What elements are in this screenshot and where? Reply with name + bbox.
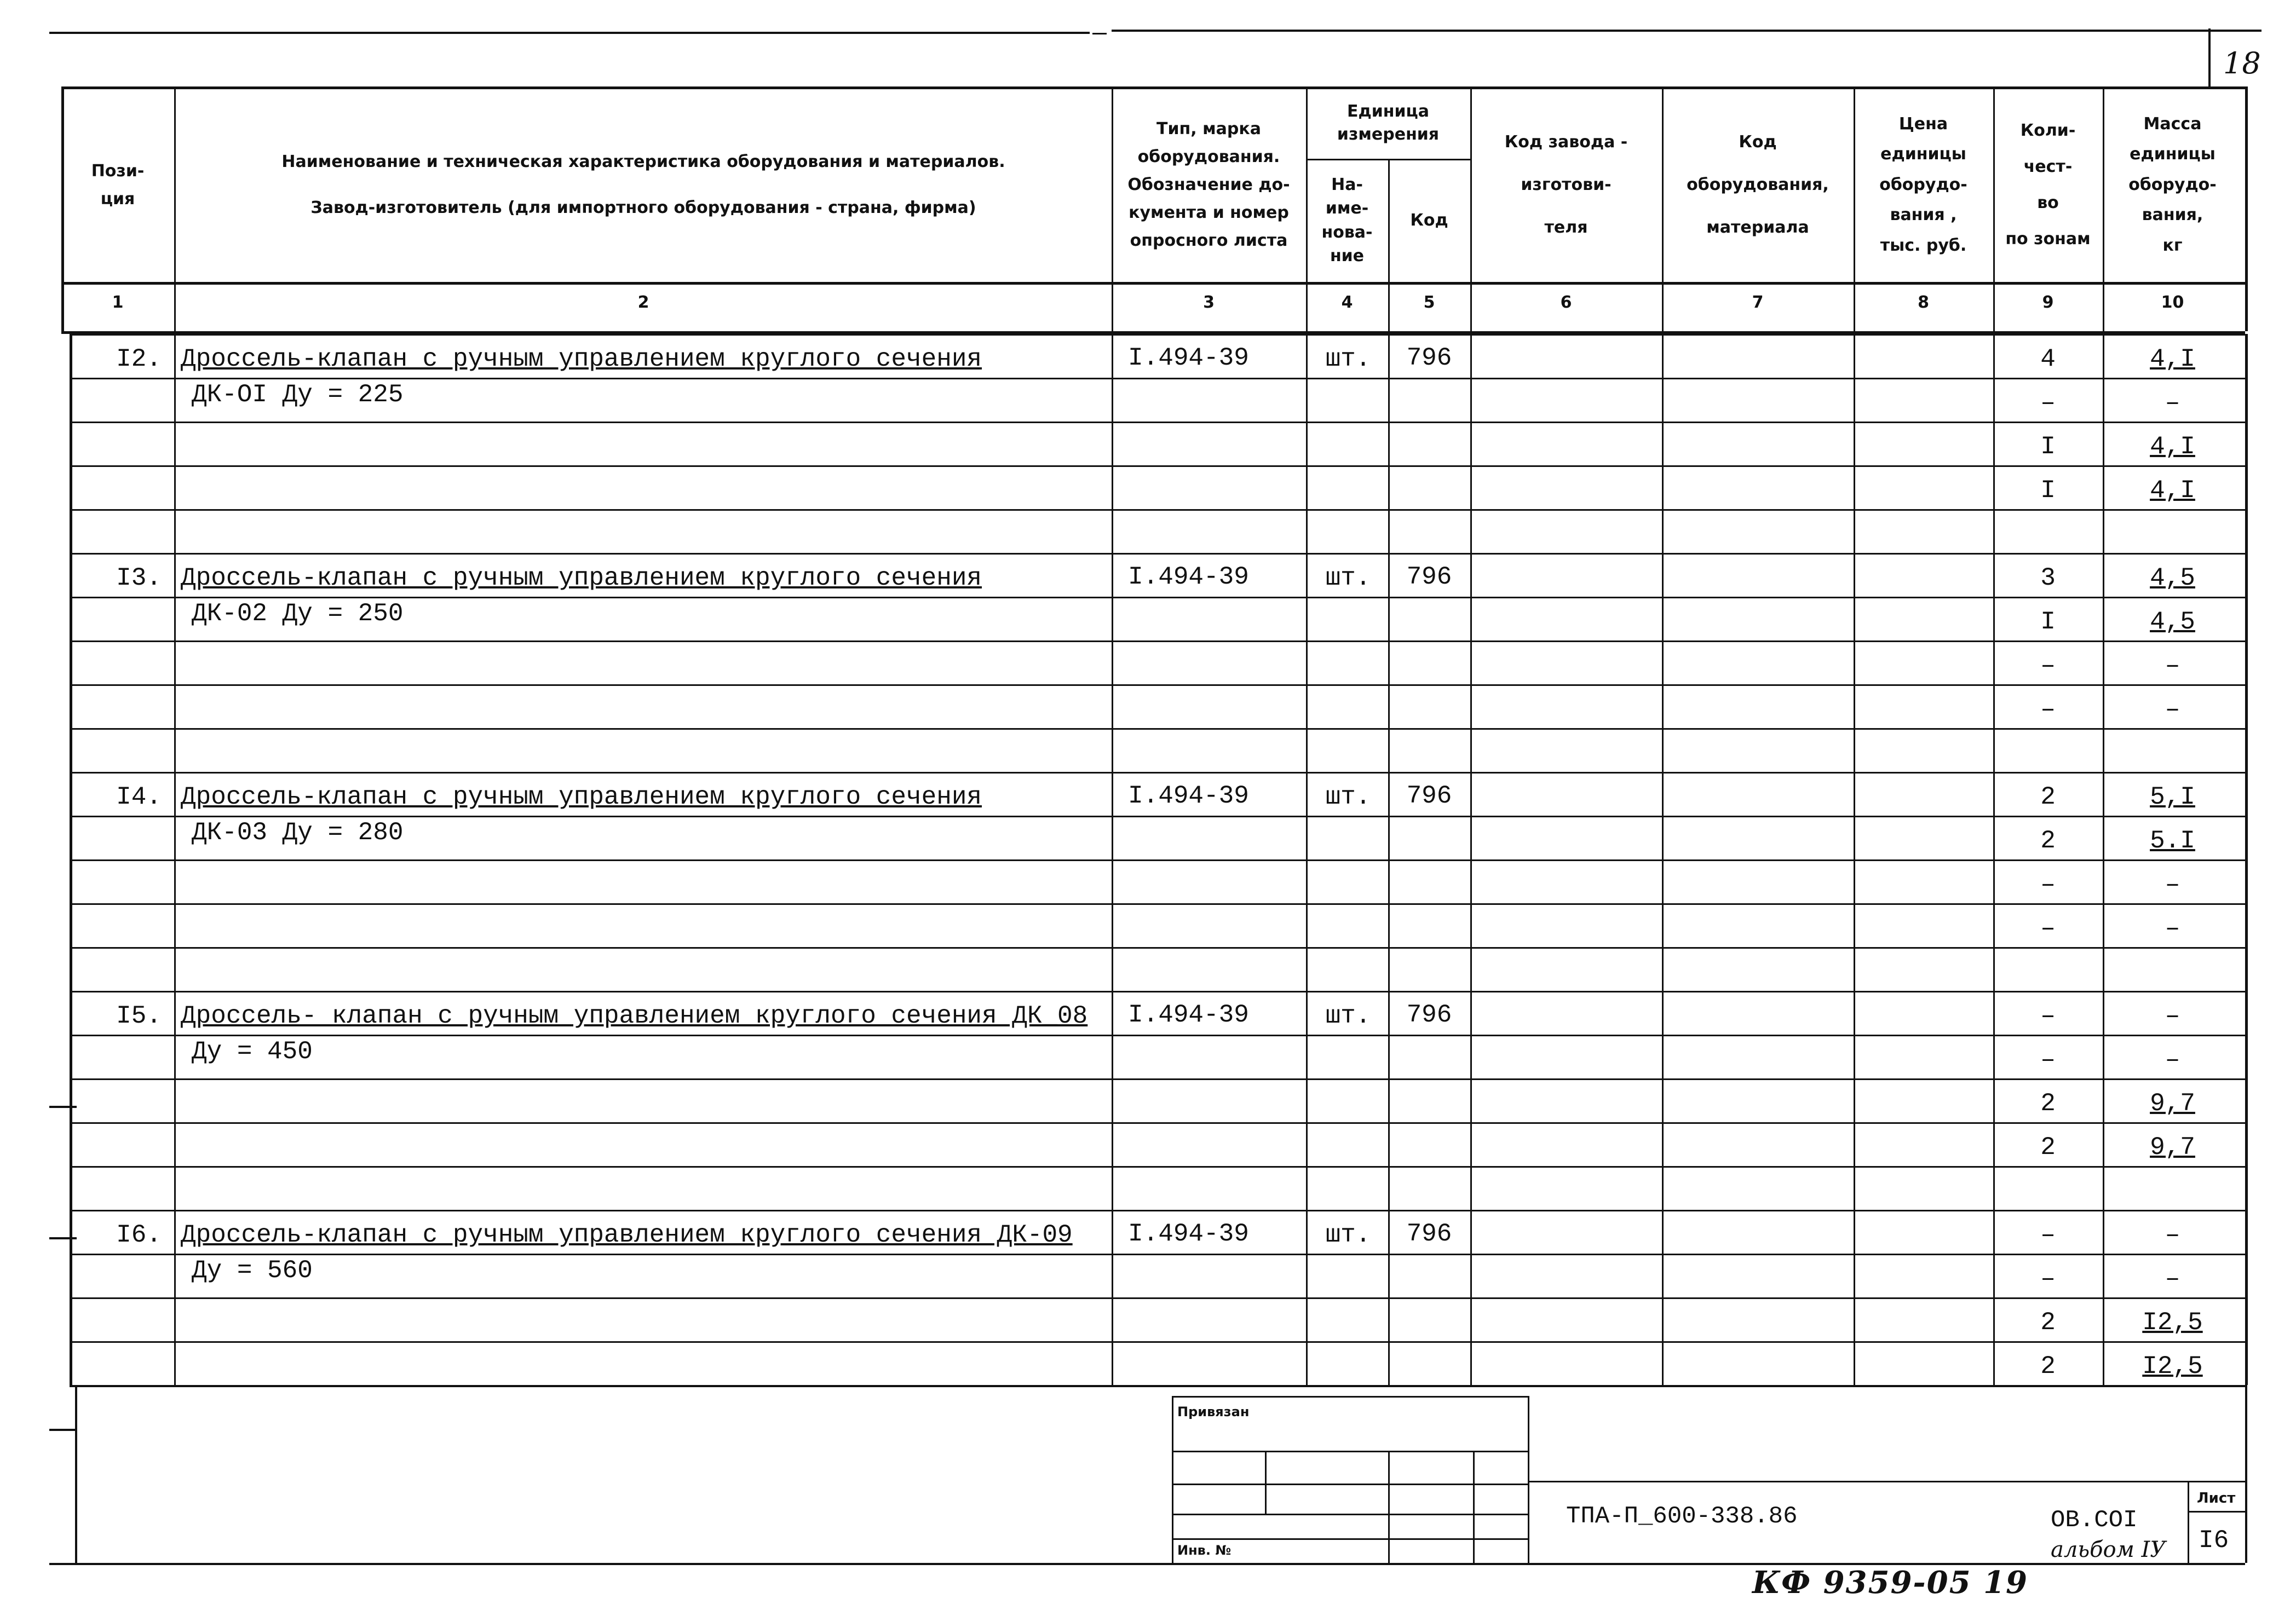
grid-line-v xyxy=(1388,1451,1390,1563)
column-number: 5 xyxy=(1423,293,1435,312)
quantity-cell: I xyxy=(2040,608,2056,636)
grid-line-v xyxy=(174,86,176,331)
unit-name-cell: шт. xyxy=(1325,345,1371,373)
handwritten-page-number: 18 xyxy=(2223,46,2261,80)
grid-line-h xyxy=(70,859,2245,861)
quantity-cell: 2 xyxy=(2040,1089,2056,1118)
grid-line-v xyxy=(1112,334,1113,1385)
grid-line-v xyxy=(61,86,64,331)
item-name-line1: Дроссель-клапан с ручным управлением круглого сечения xyxy=(181,783,982,811)
grid-line-h xyxy=(70,816,2245,817)
grid-line-v xyxy=(1388,334,1390,1385)
frame-left xyxy=(75,1385,77,1563)
mass-cell: 5,I xyxy=(2150,783,2195,811)
mass-cell: – xyxy=(2165,1265,2180,1293)
grid-line-h xyxy=(70,1385,2245,1387)
column-number: 9 xyxy=(2042,293,2054,312)
grid-line-h xyxy=(70,509,2245,511)
header-quantity: Коли- чест- во по зонам xyxy=(2005,120,2091,249)
grid-line-v xyxy=(174,334,176,1385)
grid-line-v xyxy=(1306,86,1308,331)
quantity-cell: – xyxy=(2040,1265,2056,1293)
grid-line-h xyxy=(70,991,2245,992)
grid-line-v xyxy=(1528,1396,1529,1563)
sheet-number: I6 xyxy=(2199,1526,2229,1555)
mass-cell: 9,7 xyxy=(2150,1089,2195,1118)
grid-line-v xyxy=(1306,334,1308,1385)
grid-line-v xyxy=(1662,334,1664,1385)
grid-line-h xyxy=(70,1341,2245,1343)
mass-cell: – xyxy=(2165,651,2180,680)
document-cell: I.494-39 xyxy=(1128,1001,1249,1029)
unit-code-cell: 796 xyxy=(1406,1220,1452,1248)
grid-line-v xyxy=(1470,86,1472,331)
grid-line-h xyxy=(70,947,2245,949)
quantity-cell: – xyxy=(2040,1002,2056,1030)
grid-line-h xyxy=(70,1078,2245,1080)
item-name-line2: Ду = 450 xyxy=(192,1037,313,1066)
grid-line-h xyxy=(70,640,2245,642)
grid-line-h xyxy=(70,334,2245,336)
position-cell: I2. xyxy=(116,345,162,373)
unit-name-cell: шт. xyxy=(1325,783,1371,811)
mass-cell: – xyxy=(2165,1221,2180,1249)
page-box-left xyxy=(2208,28,2211,89)
mass-cell: 4,5 xyxy=(2150,608,2195,636)
grid-line-h xyxy=(70,1254,2245,1255)
header-mass: Масса единицы оборудо- вания, кг xyxy=(2128,114,2217,255)
quantity-cell: 2 xyxy=(2040,1133,2056,1162)
quantity-cell: 4 xyxy=(2040,345,2056,373)
item-name-line2: ДК-02 Ду = 250 xyxy=(192,599,404,628)
grid-line-h xyxy=(70,597,2245,598)
ob-code: ОВ.СОI xyxy=(2051,1507,2138,1534)
grid-line-v xyxy=(1470,334,1472,1385)
header-factory-code: Код завода - изготови- теля xyxy=(1504,132,1628,237)
item-name-line1: Дроссель-клапан с ручным управлением круглого сечения xyxy=(181,564,982,592)
quantity-cell: – xyxy=(2040,1046,2056,1074)
quantity-cell: I xyxy=(2040,432,2056,461)
sheet-label: Лист xyxy=(2197,1490,2236,1507)
inventory-label: Инв. № xyxy=(1177,1543,1232,1558)
grid-line-v xyxy=(1388,159,1390,331)
mass-cell: 4,I xyxy=(2150,432,2195,461)
header-name: Наименование и техническая характеристика оборудования и материалов. Завод-изготовитель (для импортного оборудования - страна, фирма) xyxy=(281,152,1005,217)
column-number: 2 xyxy=(637,293,649,312)
item-name-line1: Дроссель-клапан с ручным управлением круглого сечения ДК-09 xyxy=(181,1221,1073,1249)
item-name-line2: ДК-OI Ду = 225 xyxy=(192,380,404,409)
grid-line-h xyxy=(70,903,2245,905)
grid-line-v xyxy=(2245,334,2248,1385)
quantity-cell: 2 xyxy=(2040,1352,2056,1381)
mass-cell: – xyxy=(2165,914,2180,943)
grid-line-h xyxy=(70,422,2245,423)
grid-line-h xyxy=(70,1166,2245,1168)
quantity-cell: – xyxy=(2040,695,2056,724)
position-cell: I3. xyxy=(116,564,162,592)
grid-line-v xyxy=(1993,334,1995,1385)
header-top-border xyxy=(61,86,2245,89)
header-position: Пози- ция xyxy=(91,161,145,209)
item-name-line1: Дроссель- клапан с ручным управлением круглого сечения ДК_08 xyxy=(181,1002,1088,1030)
grid-line-h xyxy=(70,1210,2245,1211)
column-number: 7 xyxy=(1752,293,1764,312)
grid-line-h xyxy=(70,1035,2245,1036)
grid-line-h xyxy=(70,772,2245,774)
mass-cell: I2,5 xyxy=(2142,1308,2203,1337)
header-equipment-code: Код оборудования, материала xyxy=(1687,132,1829,237)
top-border-right xyxy=(1112,30,2262,32)
mass-cell: 5.I xyxy=(2150,827,2195,855)
grid-line-v xyxy=(1112,86,1113,331)
position-cell: I6. xyxy=(116,1221,162,1249)
header-price: Цена единицы оборудо- вания , тыс. руб. xyxy=(1879,114,1967,255)
quantity-cell: I xyxy=(2040,476,2056,505)
mass-cell: – xyxy=(2165,870,2180,899)
document-code: ТПА-П_600-338.86 xyxy=(1566,1503,1798,1530)
album-label: альбом IУ xyxy=(2051,1537,2166,1562)
unit-name-cell: шт. xyxy=(1325,1002,1371,1030)
column-number: 1 xyxy=(112,293,124,312)
position-cell: I4. xyxy=(116,783,162,811)
mass-cell: – xyxy=(2165,695,2180,724)
margin-tick xyxy=(49,1429,77,1431)
header-bottom-border xyxy=(61,282,2245,285)
unit-name-cell: шт. xyxy=(1325,564,1371,592)
grid-line-h xyxy=(70,465,2245,467)
grid-line-v xyxy=(1265,1451,1267,1514)
grid-line-v xyxy=(1993,86,1995,331)
grid-line-h xyxy=(1528,1481,2245,1482)
grid-line-v xyxy=(2245,86,2248,331)
grid-line-v xyxy=(2188,1481,2189,1563)
position-cell: I5. xyxy=(116,1002,162,1030)
quantity-cell: – xyxy=(2040,1221,2056,1249)
item-name-line2: Ду = 560 xyxy=(192,1256,313,1285)
document-cell: I.494-39 xyxy=(1128,782,1249,810)
grid-line-v xyxy=(2103,86,2104,331)
document-cell: I.494-39 xyxy=(1128,1220,1249,1248)
quantity-cell: – xyxy=(2040,651,2056,680)
mass-cell: – xyxy=(2165,1046,2180,1074)
grid-line-h xyxy=(70,684,2245,686)
column-number: 8 xyxy=(1918,293,1929,312)
grid-line-h xyxy=(70,1297,2245,1299)
grid-line-v xyxy=(2103,334,2104,1385)
document-cell: I.494-39 xyxy=(1128,344,1249,372)
column-number: 6 xyxy=(1560,293,1572,312)
frame-right xyxy=(2245,1385,2247,1563)
footer-code: КФ 9359-05 19 xyxy=(1752,1565,2029,1601)
grid-line-h xyxy=(70,728,2245,730)
grid-line-v xyxy=(1854,334,1855,1385)
quantity-cell: 2 xyxy=(2040,827,2056,855)
header-unit: Единица измерения xyxy=(1337,102,1440,144)
quantity-cell: – xyxy=(2040,389,2056,417)
unit-code-cell: 796 xyxy=(1406,563,1452,591)
column-number: 10 xyxy=(2161,293,2184,312)
unit-name-cell: шт. xyxy=(1325,1221,1371,1249)
quantity-cell: 3 xyxy=(2040,564,2056,592)
document-cell: I.494-39 xyxy=(1128,563,1249,591)
grid-line-h xyxy=(70,1122,2245,1124)
mass-cell: – xyxy=(2165,389,2180,417)
header-unit-name: На- име- нова- ние xyxy=(1321,175,1373,266)
header-unit-code: Код xyxy=(1410,211,1448,230)
mass-cell: 4,I xyxy=(2150,345,2195,373)
quantity-cell: 2 xyxy=(2040,1308,2056,1337)
margin-tick xyxy=(49,1106,77,1108)
grid-line-h xyxy=(70,553,2245,555)
privyazan-label: Привязан xyxy=(1177,1404,1250,1419)
grid-line-v xyxy=(1473,1451,1475,1563)
quantity-cell: – xyxy=(2040,870,2056,899)
header-type: Тип, марка оборудования. Обозначение до- кумента и номер опросного листа xyxy=(1127,119,1290,250)
grid-line-v xyxy=(1662,86,1664,331)
grid-line-h xyxy=(1172,1396,1528,1398)
mass-cell: I2,5 xyxy=(2142,1352,2203,1381)
column-number: 4 xyxy=(1341,293,1353,312)
item-name-line2: ДК-03 Ду = 280 xyxy=(192,818,404,847)
unit-code-cell: 796 xyxy=(1406,1001,1452,1029)
mass-cell: 4,5 xyxy=(2150,564,2195,592)
item-name-line1: Дроссель-клапан с ручным управлением круглого сечения xyxy=(181,345,982,373)
quantity-cell: – xyxy=(2040,914,2056,943)
grid-line-h xyxy=(70,378,2245,379)
top-border xyxy=(49,32,1090,34)
mass-cell: 9,7 xyxy=(2150,1133,2195,1162)
mass-cell: – xyxy=(2165,1002,2180,1030)
unit-code-cell: 796 xyxy=(1406,344,1452,372)
mass-cell: 4,I xyxy=(2150,476,2195,505)
column-number: 3 xyxy=(1203,293,1215,312)
quantity-cell: 2 xyxy=(2040,783,2056,811)
unit-code-cell: 796 xyxy=(1406,782,1452,810)
top-border-stub xyxy=(1092,33,1107,34)
grid-line-h xyxy=(2188,1511,2245,1513)
grid-line-v xyxy=(1854,86,1855,331)
